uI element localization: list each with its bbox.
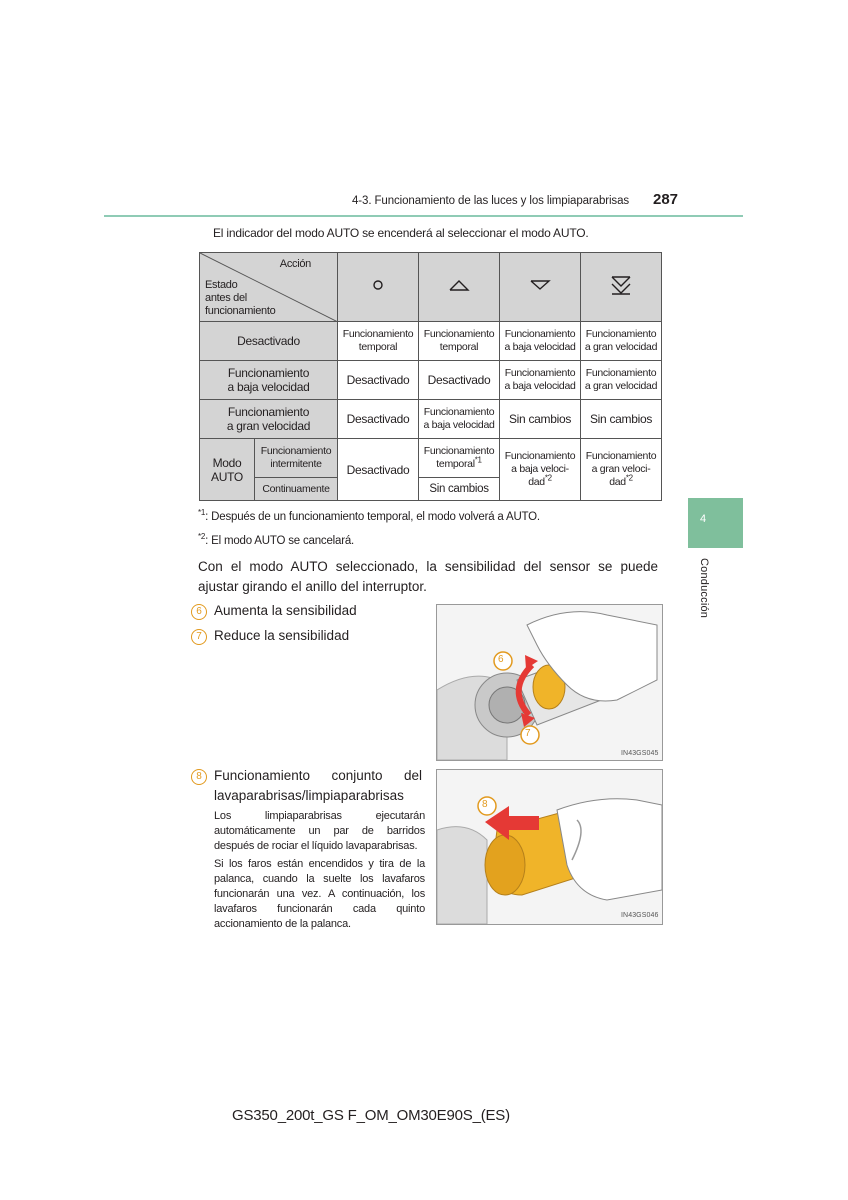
table-cell: Funcionamiento temporal$^{*1}$ — [419, 439, 500, 478]
illustration-caption: IN43GS046 — [621, 912, 659, 919]
washer-lever-drawing — [437, 770, 662, 924]
wiper-mode-table — [199, 252, 662, 501]
table-row — [200, 322, 662, 361]
intro-text: El indicador del modo AUTO se encenderá al seleccionar el modo AUTO. — [213, 226, 589, 240]
callout-8-label: 8 — [482, 799, 488, 810]
chapter-tab[interactable] — [688, 498, 743, 548]
table-cell: Sin cambios — [500, 400, 581, 439]
table-cell: Sin cambios — [419, 478, 500, 501]
callout-number-6: 6 — [191, 604, 207, 620]
column-header-fast — [581, 253, 662, 322]
illustration-sensitivity-ring — [436, 604, 663, 761]
chapter-tab-label: Conducción — [698, 558, 710, 619]
footnote-1: $^{*1}$: Después de un funcionamiento temporal, el modo volverá a AUTO. — [198, 508, 540, 523]
washer-paragraph-2: Si los faros están encendidos y tira de la palanca, cuando la suelte los lavafaros funcionarán una vez. A continuación, los lavafaros funcionarán cada quinto accionamiento de la palanca. — [214, 858, 425, 930]
list-item-washer: 8 Funcionamiento conjunto del lavaparabrisas/limpiaparabrisas — [191, 766, 427, 806]
column-header-low — [419, 253, 500, 322]
callout-number-7: 7 — [191, 629, 207, 645]
table-cell: Funcionamiento a baja velocidad — [500, 361, 581, 400]
circle-icon — [371, 278, 385, 292]
table-row — [200, 400, 662, 439]
illustration-caption: IN43GS045 — [621, 750, 659, 757]
corner-state-label: Estado antes del funcionamiento — [205, 279, 276, 317]
table-cell: Sin cambios — [581, 400, 662, 439]
row-label-auto: Modo AUTO — [200, 439, 255, 501]
table-cell: Funcionamiento a gran velocidad — [581, 361, 662, 400]
document-code: GS350_200t_GS F_OM_OM30E90S_(ES) — [232, 1107, 510, 1124]
washer-paragraph-1: Los limpiaparabrisas ejecutarán automáticamente un par de barridos después de rociar el líquido lavaparabrisas. — [214, 810, 425, 852]
section-title: 4-3. Funcionamiento de las luces y los limpiaparabrisas — [352, 195, 630, 207]
table-cell: Funcionamiento a gran velocidad — [581, 322, 662, 361]
callout-7-label: 7 — [525, 728, 531, 739]
triangle-down-icon — [529, 278, 551, 292]
column-header-high — [500, 253, 581, 322]
table-cell: Desactivado — [338, 439, 419, 501]
row-sublabel-continuous: Continuamente — [255, 478, 338, 501]
triangle-up-icon — [448, 278, 470, 292]
callout-6-label: 6 — [498, 654, 504, 665]
double-chevron-down-icon — [610, 274, 632, 296]
list-item-increase: 6 Aumenta la sensibilidad — [191, 601, 357, 621]
illustration-washer-lever — [436, 769, 663, 925]
table-row — [200, 439, 662, 478]
corner-action-label: Acción — [279, 258, 311, 270]
table-cell: Desactivado — [419, 361, 500, 400]
table-corner-cell — [200, 253, 338, 322]
wiper-ring-drawing — [437, 605, 662, 760]
table-cell: Desactivado — [338, 361, 419, 400]
chapter-tab-number: 4 — [700, 513, 707, 525]
row-label-off: Desactivado — [200, 322, 338, 361]
column-header-int — [338, 253, 419, 322]
callout-number-8: 8 — [191, 769, 207, 785]
auto-sensitivity-paragraph: Con el modo AUTO seleccionado, la sensibilidad del sensor se puede ajustar girando el anillo del interruptor. — [198, 559, 658, 594]
row-sublabel-intermittent: Funcionamiento intermitente — [255, 439, 338, 478]
page-number: 287 — [653, 191, 679, 208]
table-cell: Funcionamiento temporal — [419, 322, 500, 361]
list-item-decrease: 7 Reduce la sensibilidad — [191, 626, 349, 646]
table-cell: Desactivado — [338, 400, 419, 439]
table-cell: Funcionamiento a baja veloci- dad$^{*2}$ — [500, 439, 581, 501]
table-cell: Funcionamiento a baja velocidad — [500, 322, 581, 361]
footnote-2: $^{*2}$: El modo AUTO se cancelará. — [198, 532, 355, 547]
row-label-high: Funcionamiento a gran velocidad — [200, 400, 338, 439]
row-label-low: Funcionamiento a baja velocidad — [200, 361, 338, 400]
table-row — [200, 361, 662, 400]
table-cell: Funcionamiento temporal — [338, 322, 419, 361]
table-cell: Funcionamiento a gran veloci- dad$^{*2}$ — [581, 439, 662, 501]
table-cell: Funcionamiento a baja velocidad — [419, 400, 500, 439]
header-rule — [104, 215, 743, 217]
